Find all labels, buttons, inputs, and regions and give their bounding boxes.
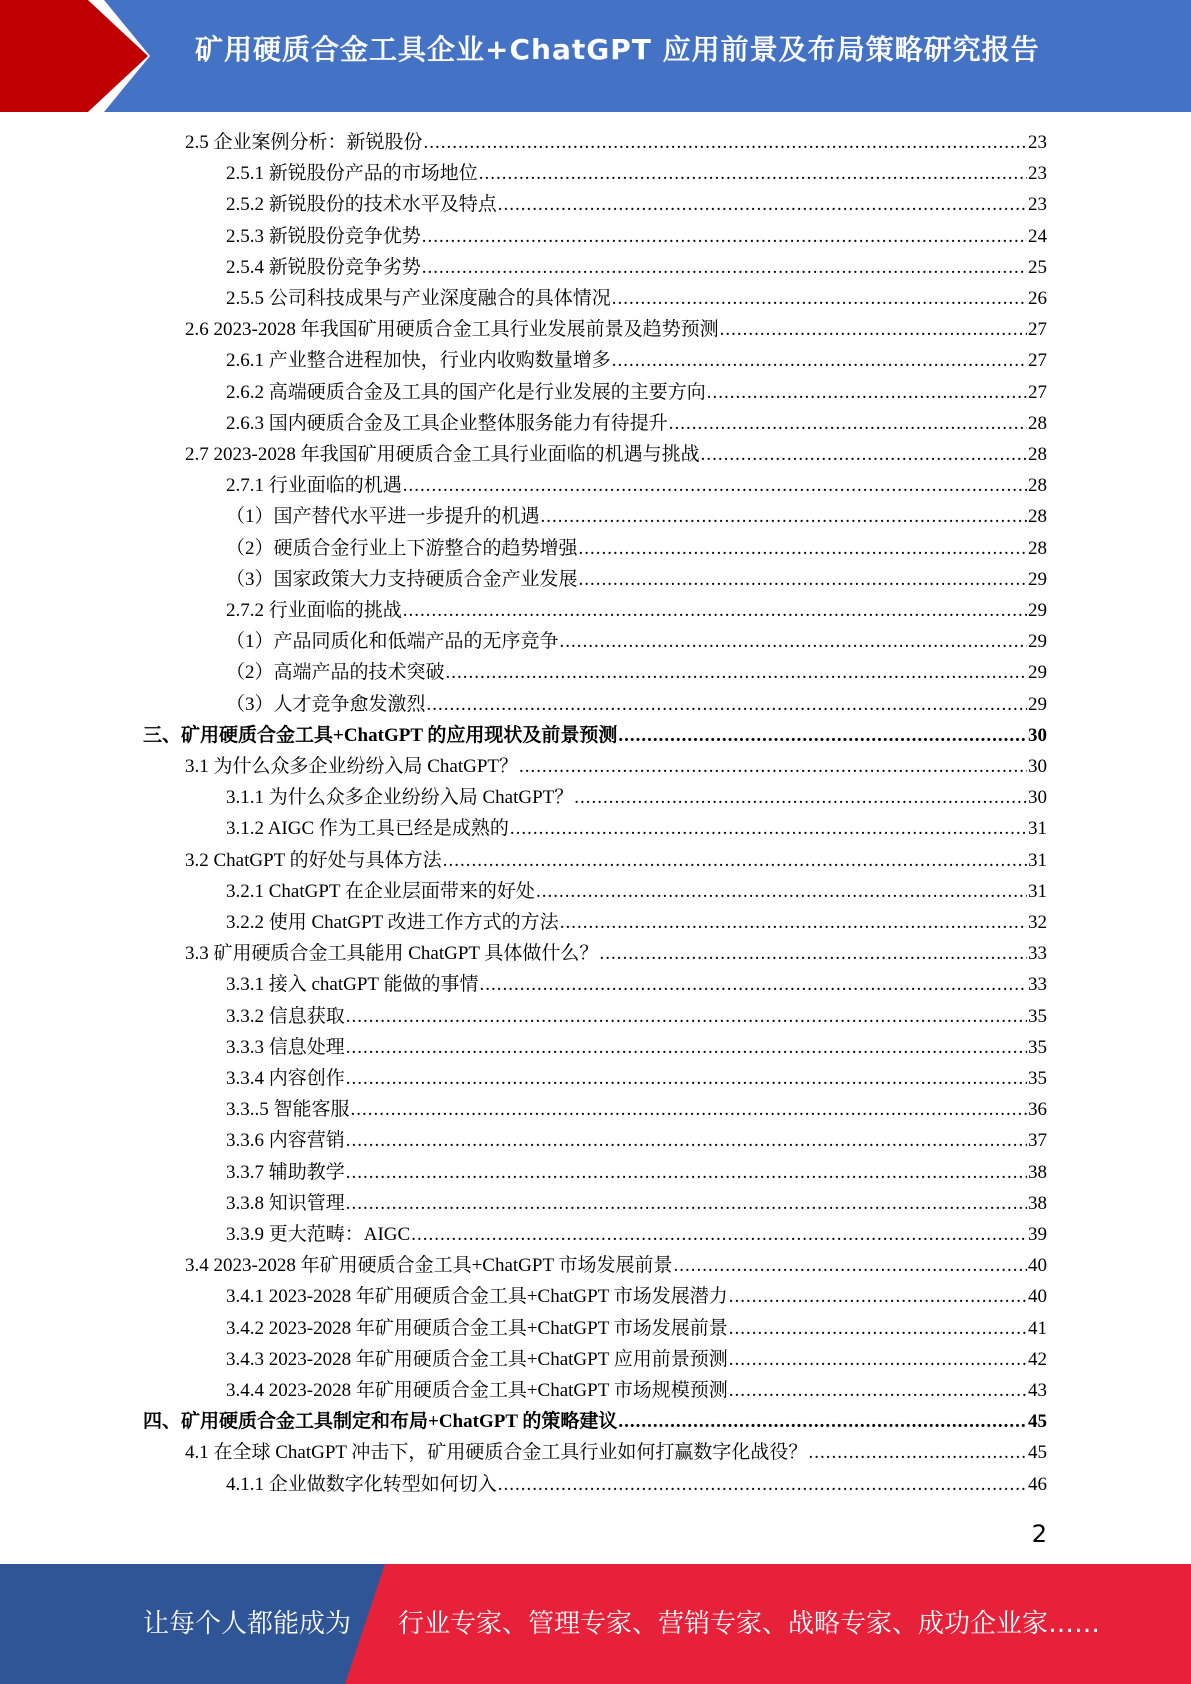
toc-entry-page: 30 bbox=[1028, 724, 1047, 746]
toc-dot-leader bbox=[673, 1250, 1027, 1281]
toc-entry-title: 2.5.1 新锐股份产品的市场地位 bbox=[226, 163, 478, 185]
toc-dot-leader bbox=[346, 1001, 1027, 1032]
toc-entry-title: 三、矿用硬质合金工具+ChatGPT 的应用现状及前景预测 bbox=[143, 724, 618, 746]
toc-entry[interactable] bbox=[143, 720, 1047, 751]
toc-entry-title: 3.3.3 信息处理 bbox=[226, 1036, 345, 1058]
toc-entry[interactable] bbox=[226, 408, 1047, 439]
toc-entry-title: 3.4 2023-2028 年矿用硬质合金工具+ChatGPT 市场发展前景 bbox=[185, 1255, 673, 1277]
toc-entry-title: 3.2 ChatGPT 的好处与具体方法 bbox=[185, 849, 442, 871]
toc-entry-page: 30 bbox=[1028, 787, 1047, 809]
toc-dot-leader bbox=[422, 221, 1027, 252]
toc-dot-leader bbox=[346, 1125, 1027, 1156]
toc-entry[interactable] bbox=[185, 845, 1047, 876]
toc-entry-page: 23 bbox=[1028, 163, 1047, 185]
toc-entry[interactable] bbox=[226, 158, 1047, 189]
toc-dot-leader bbox=[427, 689, 1027, 720]
toc-entry[interactable] bbox=[185, 751, 1047, 782]
toc-entry[interactable] bbox=[226, 533, 1047, 564]
toc-entry-page: 46 bbox=[1028, 1473, 1047, 1495]
toc-entry-title: 2.6 2023-2028 年我国矿用硬质合金工具行业发展前景及趋势预测 bbox=[185, 319, 719, 341]
toc-dot-leader bbox=[579, 564, 1027, 595]
toc-dot-leader bbox=[729, 1281, 1027, 1312]
toc-entry[interactable] bbox=[226, 782, 1047, 813]
toc-entry[interactable] bbox=[226, 626, 1047, 657]
toc-entry[interactable] bbox=[226, 657, 1047, 688]
toc-dot-leader bbox=[510, 813, 1027, 844]
toc-dot-leader bbox=[612, 283, 1027, 314]
toc-entry-page: 31 bbox=[1028, 818, 1047, 840]
toc-dot-leader bbox=[346, 1063, 1027, 1094]
toc-entry-page: 40 bbox=[1028, 1255, 1047, 1277]
toc-entry[interactable] bbox=[226, 1344, 1047, 1375]
toc-entry-title: 3.3.1 接入 chatGPT 能做的事情 bbox=[226, 974, 479, 996]
toc-entry-page: 37 bbox=[1028, 1130, 1047, 1152]
toc-dot-leader bbox=[579, 533, 1027, 564]
toc-entry-title: 3.1 为什么众多企业纷纷入局 ChatGPT？ bbox=[185, 756, 519, 777]
toc-entry-title: 3.3.9 更大范畴：AIGC bbox=[226, 1224, 411, 1245]
toc-entry-title: 2.7 2023-2028 年我国矿用硬质合金工具行业面临的机遇与挑战 bbox=[185, 444, 700, 465]
toc-dot-leader bbox=[479, 969, 1027, 1000]
toc-entry[interactable] bbox=[226, 1188, 1047, 1219]
toc-entry-title: 3.2.1 ChatGPT 在企业层面带来的好处 bbox=[226, 880, 535, 902]
toc-entry[interactable] bbox=[226, 595, 1047, 626]
toc-entry[interactable] bbox=[226, 1063, 1047, 1094]
toc-dot-leader bbox=[403, 595, 1027, 626]
toc-entry-title: 2.5 企业案例分析：新锐股份 bbox=[185, 132, 423, 153]
header-arrow-decoration bbox=[0, 0, 150, 112]
toc-dot-leader bbox=[403, 470, 1027, 501]
toc-entry-title: 3.3 矿用硬质合金工具能用 ChatGPT 具体做什么？ bbox=[185, 943, 599, 965]
toc-entry[interactable] bbox=[226, 1001, 1047, 1032]
header-bar bbox=[0, 0, 1191, 112]
toc-entry[interactable] bbox=[226, 345, 1047, 376]
toc-entry-page: 45 bbox=[1028, 1411, 1047, 1433]
toc-dot-leader bbox=[618, 720, 1027, 751]
toc-entry-page: 29 bbox=[1028, 693, 1047, 715]
toc-entry-page: 35 bbox=[1028, 1068, 1047, 1089]
toc-entry-title: 3.1.1 为什么众多企业纷纷入局 ChatGPT？ bbox=[226, 787, 574, 809]
toc-dot-leader bbox=[701, 439, 1027, 470]
toc-dot-leader bbox=[424, 127, 1027, 158]
toc-entry[interactable] bbox=[226, 1219, 1047, 1250]
toc-entry-page: 36 bbox=[1028, 1099, 1047, 1121]
toc-entry-title: 3.1.2 AIGC 作为工具已经是成熟的 bbox=[226, 818, 509, 840]
toc-entry-page: 23 bbox=[1028, 132, 1047, 153]
toc-entry-title: （3）人才竞争愈发激烈 bbox=[226, 693, 426, 715]
toc-entry-page: 29 bbox=[1028, 662, 1047, 684]
toc-dot-leader bbox=[446, 657, 1027, 688]
toc-dot-leader bbox=[599, 938, 1027, 969]
toc-dot-leader bbox=[574, 782, 1027, 813]
toc-entry[interactable] bbox=[226, 813, 1047, 844]
toc-dot-leader bbox=[720, 314, 1027, 345]
toc-entry-title: （2）高端产品的技术突破 bbox=[226, 662, 445, 684]
toc-entry-title: 3.4.2 2023-2028 年矿用硬质合金工具+ChatGPT 市场发展前景 bbox=[226, 1317, 728, 1339]
toc-entry-page: 42 bbox=[1028, 1348, 1047, 1370]
toc-entry-page: 23 bbox=[1028, 194, 1047, 216]
toc-entry-title: 3.2.2 使用 ChatGPT 改进工作方式的方法 bbox=[226, 912, 559, 933]
toc-entry-title: 3.3.2 信息获取 bbox=[226, 1005, 345, 1027]
toc-entry-title: 3.3.6 内容营销 bbox=[226, 1130, 345, 1152]
toc-entry-page: 33 bbox=[1028, 943, 1047, 965]
toc-entry-title: 2.6.2 高端硬质合金及工具的国产化是行业发展的主要方向 bbox=[226, 381, 706, 403]
toc-entry-page: 28 bbox=[1028, 537, 1047, 559]
toc-dot-leader bbox=[618, 1406, 1027, 1437]
toc-entry-title: （3）国家政策大力支持硬质合金产业发展 bbox=[226, 568, 578, 590]
toc-entry[interactable] bbox=[226, 501, 1047, 532]
toc-entry-title: 2.6.1 产业整合进程加快，行业内收购数量增多 bbox=[226, 350, 611, 372]
toc-entry-title: 3.3..5 智能客服 bbox=[226, 1099, 350, 1121]
toc-dot-leader bbox=[560, 907, 1027, 938]
toc-dot-leader bbox=[498, 189, 1027, 220]
toc-dot-leader bbox=[707, 377, 1027, 408]
toc-dot-leader bbox=[612, 345, 1027, 376]
toc-dot-leader bbox=[729, 1344, 1027, 1375]
toc-dot-leader bbox=[346, 1032, 1027, 1063]
toc-dot-leader bbox=[411, 1219, 1027, 1250]
toc-entry-page: 27 bbox=[1028, 350, 1047, 372]
toc-entry-page: 29 bbox=[1028, 600, 1047, 621]
toc-entry[interactable] bbox=[226, 221, 1047, 252]
toc-entry[interactable] bbox=[226, 283, 1047, 314]
toc-entry-page: 28 bbox=[1028, 506, 1047, 528]
toc-entry-page: 27 bbox=[1028, 319, 1047, 341]
toc-entry[interactable] bbox=[226, 1094, 1047, 1125]
toc-dot-leader bbox=[498, 1469, 1027, 1500]
toc-entry[interactable] bbox=[226, 876, 1047, 907]
toc-dot-leader bbox=[729, 1375, 1027, 1406]
toc-entry[interactable] bbox=[226, 1313, 1047, 1344]
toc-dot-leader bbox=[519, 751, 1027, 782]
toc-entry[interactable] bbox=[226, 1281, 1047, 1312]
toc-entry-title: 2.7.1 行业面临的机遇 bbox=[226, 475, 402, 497]
toc-entry-page: 31 bbox=[1028, 849, 1047, 871]
toc-dot-leader bbox=[560, 626, 1027, 657]
toc-dot-leader bbox=[346, 1188, 1027, 1219]
toc-entry[interactable] bbox=[143, 1406, 1047, 1437]
toc-entry-page: 29 bbox=[1028, 631, 1047, 653]
toc-entry[interactable] bbox=[185, 127, 1047, 158]
toc-entry[interactable] bbox=[226, 1157, 1047, 1188]
toc-entry-title: 4.1 在全球 ChatGPT 冲击下，矿用硬质合金工具行业如何打赢数字化战役？ bbox=[185, 1442, 808, 1464]
toc-entry-title: 3.4.4 2023-2028 年矿用硬质合金工具+ChatGPT 市场规模预测 bbox=[226, 1380, 728, 1401]
toc-entry-page: 32 bbox=[1028, 912, 1047, 933]
toc-entry-title: 2.5.4 新锐股份竞争劣势 bbox=[226, 256, 421, 278]
toc-dot-leader bbox=[422, 252, 1027, 283]
toc-entry[interactable] bbox=[226, 189, 1047, 220]
toc-entry[interactable] bbox=[226, 564, 1047, 595]
toc-entry[interactable] bbox=[185, 1437, 1047, 1468]
footer-slogan-right: 行业专家、管理专家、营销专家、战略专家、成功企业家…… bbox=[398, 1609, 1101, 1639]
toc-entry[interactable] bbox=[185, 1250, 1047, 1281]
page-number: 2 bbox=[1031, 1520, 1047, 1548]
toc-entry-title: （1）国产替代水平进一步提升的机遇 bbox=[226, 506, 540, 528]
toc-entry-title: 2.5.2 新锐股份的技术水平及特点 bbox=[226, 194, 497, 216]
toc-entry-title: （2）硬质合金行业上下游整合的趋势增强 bbox=[226, 537, 578, 559]
footer-bar bbox=[0, 1564, 1191, 1684]
toc-entry-page: 24 bbox=[1028, 225, 1047, 247]
toc-entry-title: （1）产品同质化和低端产品的无序竞争 bbox=[226, 631, 559, 653]
toc-entry-page: 33 bbox=[1028, 974, 1047, 996]
toc-entry[interactable] bbox=[226, 470, 1047, 501]
toc-entry-title: 3.3.7 辅助教学 bbox=[226, 1161, 345, 1183]
toc-dot-leader bbox=[346, 1157, 1027, 1188]
toc-entry-page: 38 bbox=[1028, 1161, 1047, 1183]
toc-entry-page: 26 bbox=[1028, 288, 1047, 309]
toc-entry[interactable] bbox=[226, 907, 1047, 938]
toc-entry[interactable] bbox=[226, 1032, 1047, 1063]
toc-entry-page: 35 bbox=[1028, 1005, 1047, 1027]
toc-dot-leader bbox=[479, 158, 1027, 189]
toc-entry-page: 28 bbox=[1028, 475, 1047, 497]
toc-entry[interactable] bbox=[226, 969, 1047, 1000]
toc-entry[interactable] bbox=[185, 314, 1047, 345]
toc-entry-page: 31 bbox=[1028, 880, 1047, 902]
toc-dot-leader bbox=[536, 876, 1027, 907]
footer-slogan-left: 让每个人都能成为 bbox=[143, 1609, 352, 1639]
toc-entry-page: 39 bbox=[1028, 1224, 1047, 1245]
toc-entry-page: 35 bbox=[1028, 1036, 1047, 1058]
toc-entry-page: 43 bbox=[1028, 1380, 1047, 1401]
toc-entry[interactable] bbox=[226, 689, 1047, 720]
toc-entry-title: 4.1.1 企业做数字化转型如何切入 bbox=[226, 1473, 497, 1495]
toc-entry-page: 30 bbox=[1028, 756, 1047, 777]
toc-entry-title: 2.5.3 新锐股份竞争优势 bbox=[226, 225, 421, 247]
toc-dot-leader bbox=[808, 1437, 1027, 1468]
toc-entry-page: 29 bbox=[1028, 568, 1047, 590]
toc-entry-title: 3.4.3 2023-2028 年矿用硬质合金工具+ChatGPT 应用前景预测 bbox=[226, 1348, 728, 1370]
toc-dot-leader bbox=[351, 1094, 1027, 1125]
toc-entry-page: 38 bbox=[1028, 1192, 1047, 1214]
toc-entry[interactable] bbox=[185, 439, 1047, 470]
toc-entry[interactable] bbox=[185, 938, 1047, 969]
report-title: 矿用硬质合金工具企业+ChatGPT 应用前景及布局策略研究报告 bbox=[195, 33, 1040, 66]
toc-entry-page: 40 bbox=[1028, 1286, 1047, 1308]
toc-entry[interactable] bbox=[226, 1375, 1047, 1406]
toc-entry-page: 28 bbox=[1028, 412, 1047, 434]
toc-entry-title: 2.5.5 公司科技成果与产业深度融合的具体情况 bbox=[226, 288, 611, 309]
toc-entry-title: 2.7.2 行业面临的挑战 bbox=[226, 600, 402, 621]
toc-entry-title: 3.4.1 2023-2028 年矿用硬质合金工具+ChatGPT 市场发展潜力 bbox=[226, 1286, 728, 1308]
toc-entry[interactable] bbox=[226, 252, 1047, 283]
toc-dot-leader bbox=[729, 1313, 1027, 1344]
toc-entry[interactable] bbox=[226, 1125, 1047, 1156]
toc-entry-page: 41 bbox=[1028, 1317, 1047, 1339]
toc-entry[interactable] bbox=[226, 1469, 1047, 1500]
toc-entry-page: 27 bbox=[1028, 381, 1047, 403]
toc-entry-title: 2.6.3 国内硬质合金及工具企业整体服务能力有待提升 bbox=[226, 412, 668, 434]
toc-entry-page: 25 bbox=[1028, 256, 1047, 278]
toc-entry[interactable] bbox=[226, 377, 1047, 408]
toc-entry-title: 四、矿用硬质合金工具制定和布局+ChatGPT 的策略建议 bbox=[143, 1411, 618, 1433]
toc-dot-leader bbox=[541, 501, 1027, 532]
toc-dot-leader bbox=[669, 408, 1027, 439]
toc-entry-title: 3.3.4 内容创作 bbox=[226, 1068, 345, 1089]
toc-entry-title: 3.3.8 知识管理 bbox=[226, 1192, 345, 1214]
toc-dot-leader bbox=[443, 845, 1027, 876]
toc-entry-page: 45 bbox=[1028, 1442, 1047, 1464]
toc-entry-page: 28 bbox=[1028, 444, 1047, 465]
